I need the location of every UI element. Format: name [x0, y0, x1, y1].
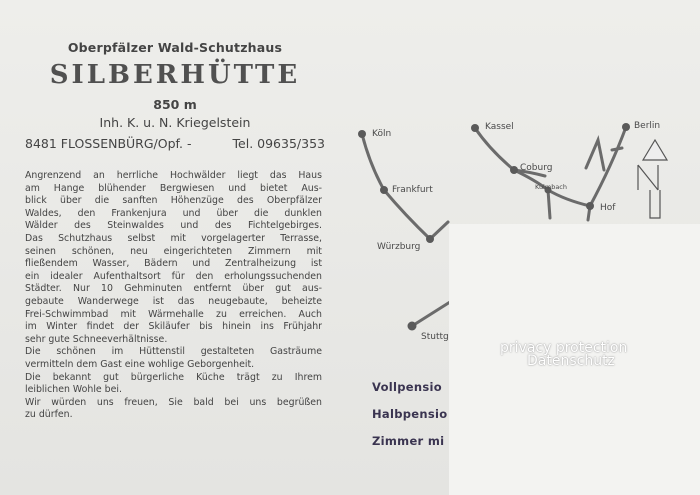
- text-line: Wälder des Steinwaldes und des Fichtelgebirges.: [25, 220, 322, 232]
- map-city-dot: [358, 130, 366, 138]
- text-line: fließendem Wasser, Bädern und Zentralheizung ist: [25, 258, 322, 270]
- text-line: gebaute Wanderwege ist das neugebaute, beheizte: [25, 295, 322, 307]
- text-line: ein idealer Aufenthaltsort für den erholungssuchenden: [25, 270, 322, 282]
- map-road: [612, 148, 622, 150]
- map-label-kulmbach: Kulmbach: [535, 183, 567, 191]
- text-line: zu dürfen.: [25, 409, 73, 421]
- map-road: [586, 140, 604, 170]
- text-line: im Winter findet der Skiläufer bis hinein ins Frühjahr: [25, 321, 322, 333]
- postal-address: 8481 FLOSSENBÜRG/Opf. -: [25, 136, 192, 151]
- map-road: [475, 128, 514, 170]
- map-road: [362, 134, 384, 190]
- text-line: leiblichen Wohle bei.: [25, 384, 122, 396]
- text-line: Die bekannt gut bürgerliche Küche trägt zu Ihrem: [25, 371, 322, 383]
- subtitle: Oberpfälzer Wald-Schutzhaus: [67, 40, 283, 55]
- description-text: [25, 170, 322, 422]
- altitude: 850 m: [153, 97, 197, 112]
- map-city-dot: [380, 186, 388, 194]
- text-line: blick über die sanften Höhenzüge des Oberpfälzer: [25, 195, 322, 207]
- map-city-dot: [426, 235, 434, 243]
- text-line: sehr gute Schneeverhältnisse.: [25, 333, 168, 345]
- owner-line: Inh. K. u. N. Kriegelstein: [99, 115, 251, 130]
- text-line: Waldes, den Frankenjura und über die dunklen: [25, 207, 322, 219]
- text-line: Angrenzend an herrliche Hochwälder liegt das Haus: [25, 170, 322, 181]
- map-label-frankfurt: Frankfurt: [392, 185, 433, 195]
- map-road: [548, 190, 550, 218]
- map-city-dot: [510, 166, 518, 174]
- watermark-line-1: privacy protection: [500, 340, 628, 356]
- text-line: Die schönen im Hüttenstil gestalteten Gasträume: [25, 346, 322, 358]
- rate-room-only: Zimmer mi: [372, 434, 445, 448]
- map-city-dot: [622, 123, 630, 131]
- text-line: Frei-Schwimmbad mit Wärmehalle zu erreichen. Auch: [25, 308, 322, 320]
- address-line: [25, 136, 325, 151]
- text-line: seinen schönen, neu eingerichteten Zimmern mit: [25, 245, 322, 257]
- text-line: am Hange blühender Bergwiesen und bietet Aus-: [25, 182, 322, 194]
- map-road: [384, 190, 430, 239]
- map-road: [590, 127, 626, 206]
- text-line: Wir würden uns freuen, Sie bald bei uns begrüßen: [25, 396, 322, 408]
- map-label-coburg: Coburg: [520, 163, 553, 173]
- map-city-dot: [471, 124, 479, 132]
- rate-full-board: Vollpensio: [372, 380, 442, 394]
- map-label-koeln: Köln: [372, 129, 392, 139]
- map-label-wuerzburg: Würzburg: [377, 242, 421, 252]
- map-city-dot: [408, 322, 417, 331]
- text-line: Das Schutzhaus selbst mit vorgelagerter Terrasse,: [25, 232, 322, 244]
- watermark-line-2: Datenschutz: [527, 353, 615, 369]
- rate-half-board: Halbpensio: [372, 407, 448, 421]
- map-label-hof: Hof: [600, 203, 616, 213]
- text-line: Städter. Nur 10 Gehminuten entfernt über gut aus-: [25, 283, 322, 295]
- map-road: [412, 302, 450, 326]
- page-title: SILBERHÜTTE: [49, 60, 301, 90]
- map-label-stuttgart: Stuttg: [421, 332, 449, 342]
- text-line: vermitteln dem Gast eine wohlige Geborgenheit.: [25, 358, 255, 370]
- map-label-kassel: Kassel: [485, 122, 514, 132]
- map-city-dot: [586, 202, 594, 210]
- north-arrow: [638, 140, 667, 218]
- phone-number: Tel. 09635/353: [232, 136, 325, 151]
- map-label-berlin: Berlin: [634, 121, 661, 131]
- map-road: [548, 190, 590, 206]
